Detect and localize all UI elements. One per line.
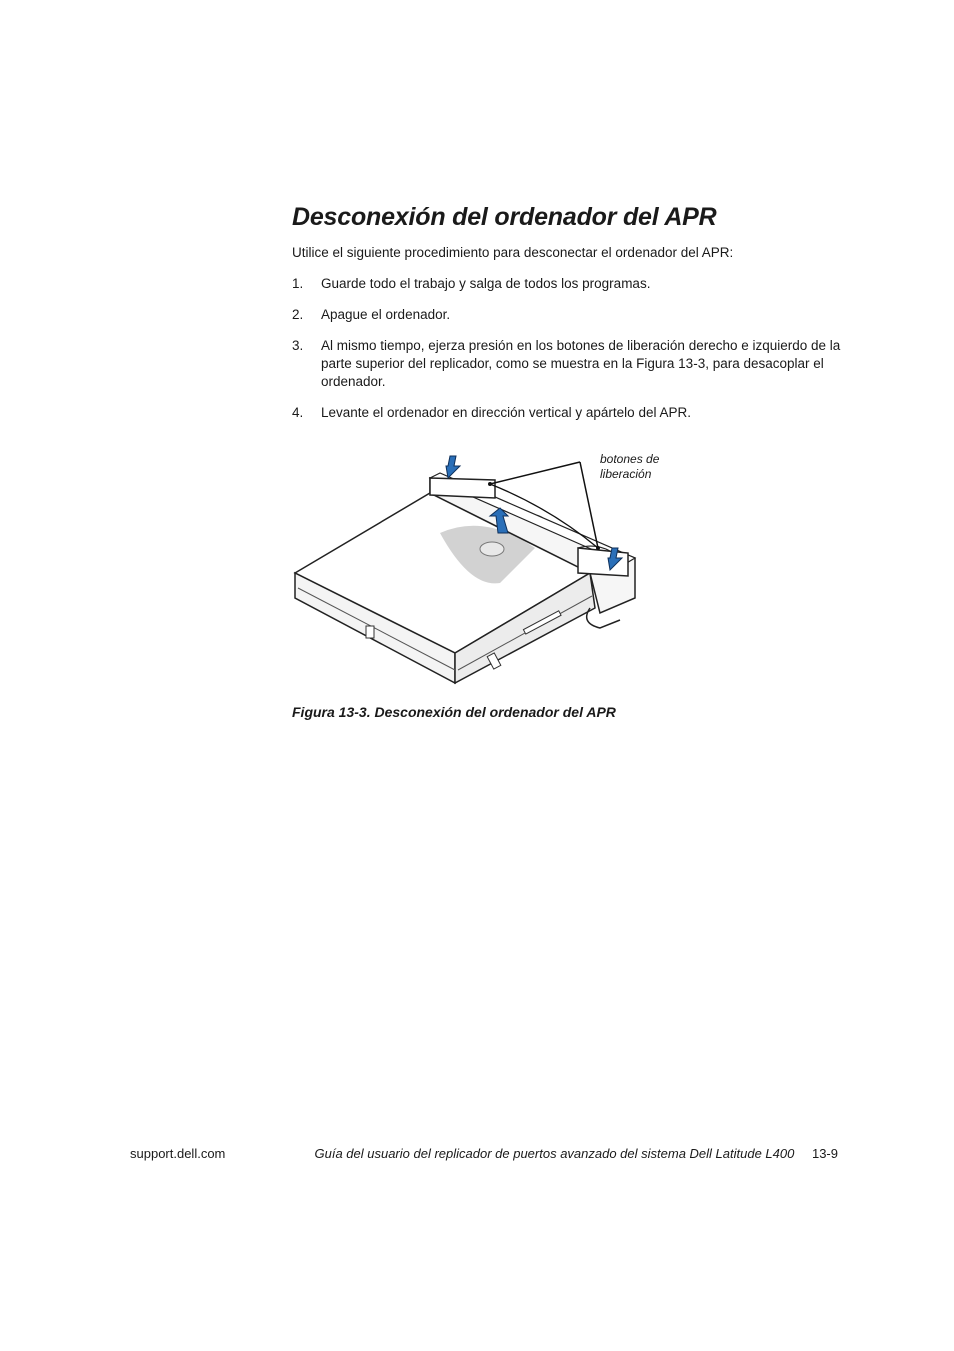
step-number: 2. bbox=[292, 307, 304, 322]
step-number: 4. bbox=[292, 405, 304, 420]
page-number: 13-9 bbox=[811, 1146, 838, 1161]
right-release-block bbox=[578, 548, 628, 576]
step-text: Al mismo tiempo, ejerza presión en los botones de liberación derecho e izquierdo de la parte superior del replicador, como se muestra en la Figura 13-3, para desacoplar el ordenador. bbox=[321, 338, 841, 389]
release-buttons-callout: botones de liberación bbox=[600, 452, 660, 481]
procedure-steps bbox=[292, 275, 852, 435]
step-number: 1. bbox=[292, 276, 304, 291]
step-text: Guarde todo el trabajo y salga de todos los programas. bbox=[321, 276, 651, 291]
left-release-block bbox=[430, 478, 495, 498]
step-3 bbox=[292, 337, 852, 391]
notebook-latch bbox=[366, 626, 374, 638]
step-1 bbox=[292, 275, 852, 293]
dell-logo-lid bbox=[480, 542, 504, 556]
step-number: 3. bbox=[292, 338, 304, 353]
footer-title-page bbox=[314, 1146, 838, 1161]
step-4 bbox=[292, 404, 852, 422]
callout-leader-left bbox=[490, 462, 580, 484]
press-arrow-left-icon bbox=[446, 456, 460, 478]
section-heading: Desconexión del ordenador del APR bbox=[292, 203, 717, 231]
footer-guide-title: Guía del usuario del replicador de puertos avanzado del sistema Dell Latitude L400 bbox=[314, 1146, 795, 1161]
footer-url: support.dell.com bbox=[130, 1146, 226, 1161]
apr-illustration bbox=[290, 448, 690, 693]
step-text: Levante el ordenador en dirección vertical y apártelo del APR. bbox=[321, 405, 691, 420]
step-2 bbox=[292, 306, 852, 324]
step-text: Apague el ordenador. bbox=[321, 307, 451, 322]
intro-paragraph: Utilice el siguiente procedimiento para desconectar el ordenador del APR: bbox=[292, 245, 734, 260]
figure-caption: Figura 13-3. Desconexión del ordenador del APR bbox=[292, 704, 616, 720]
